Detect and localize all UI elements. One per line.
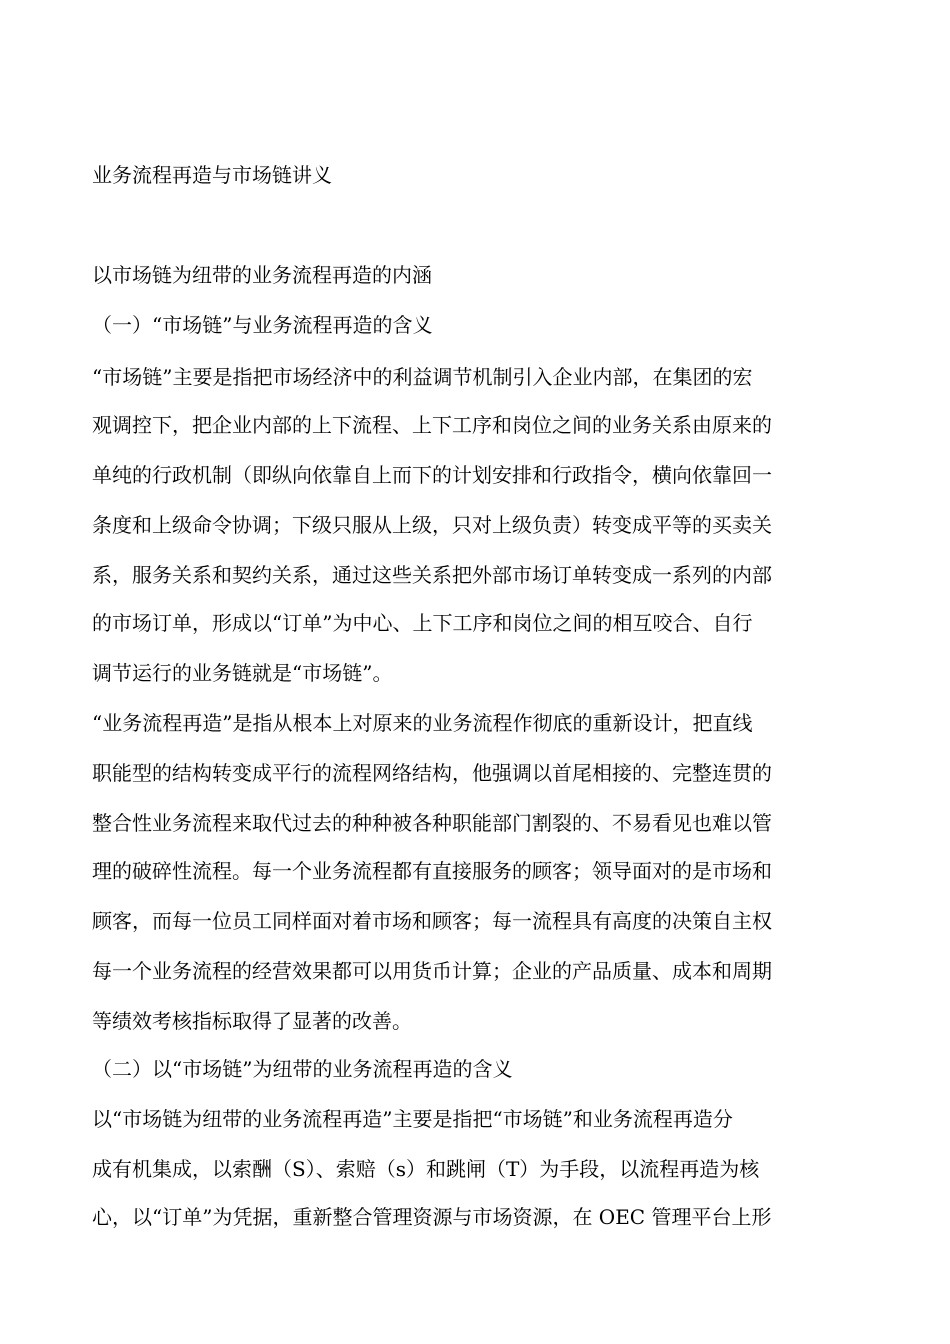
- paragraph-2-line: 等绩效考核指标取得了显著的改善。: [92, 1009, 412, 1033]
- paragraph-3-line: 心，以“订单”为凭据，重新整合管理资源与市场资源，在 OEC 管理平台上形: [92, 1205, 772, 1229]
- paragraph-2-line: 整合性业务流程来取代过去的种种被各种职能部门割裂的、不易看见也难以管: [92, 811, 772, 835]
- paragraph-1-line: 系，服务关系和契约关系，通过这些关系把外部市场订单转变成一系列的内部: [92, 563, 772, 587]
- paragraph-1-line: 条度和上级命令协调；下级只服从上级，只对上级负责）转变成平等的买卖关: [92, 513, 772, 537]
- document-title: 业务流程再造与市场链讲义: [92, 163, 332, 187]
- paragraph-1-line: 观调控下，把企业内部的上下流程、上下工序和岗位之间的业务关系由原来的: [92, 413, 772, 437]
- paragraph-1-line: 单纯的行政机制（即纵向依靠自上而下的计划安排和行政指令，横向依靠回一: [92, 463, 772, 487]
- paragraph-1-line: 调节运行的业务链就是“市场链”。: [92, 661, 393, 685]
- paragraph-1-line: 的市场订单，形成以“订单”为中心、上下工序和岗位之间的相互咬合、自行: [92, 611, 753, 635]
- paragraph-2-line: 理的破碎性流程。每一个业务流程都有直接服务的顾客；领导面对的是市场和: [92, 859, 772, 883]
- subsection-heading-2: （二）以“市场链”为纽带的业务流程再造的含义: [92, 1057, 513, 1081]
- paragraph-2-line: “业务流程再造”是指从根本上对原来的业务流程作彻底的重新设计，把直线: [92, 711, 753, 735]
- subsection-heading-1: （一）“市场链”与业务流程再造的含义: [92, 313, 433, 337]
- paragraph-1-line: “市场链”主要是指把市场经济中的利益调节机制引入企业内部，在集团的宏: [92, 365, 753, 389]
- paragraph-3-line: 以“市场链为纽带的业务流程再造”主要是指把“市场链”和业务流程再造分: [92, 1107, 733, 1131]
- paragraph-2-line: 每一个业务流程的经营效果都可以用货币计算；企业的产品质量、成本和周期: [92, 959, 772, 983]
- paragraph-2-line: 职能型的结构转变成平行的流程网络结构，他强调以首尾相接的、完整连贯的: [92, 761, 772, 785]
- paragraph-3-line: 成有机集成，以索酬（S）、索赔（s）和跳闸（T）为手段，以流程再造为核: [92, 1157, 760, 1181]
- paragraph-2-line: 顾客，而每一位员工同样面对着市场和顾客；每一流程具有高度的决策自主权: [92, 909, 772, 933]
- section-heading: 以市场链为纽带的业务流程再造的内涵: [92, 263, 432, 287]
